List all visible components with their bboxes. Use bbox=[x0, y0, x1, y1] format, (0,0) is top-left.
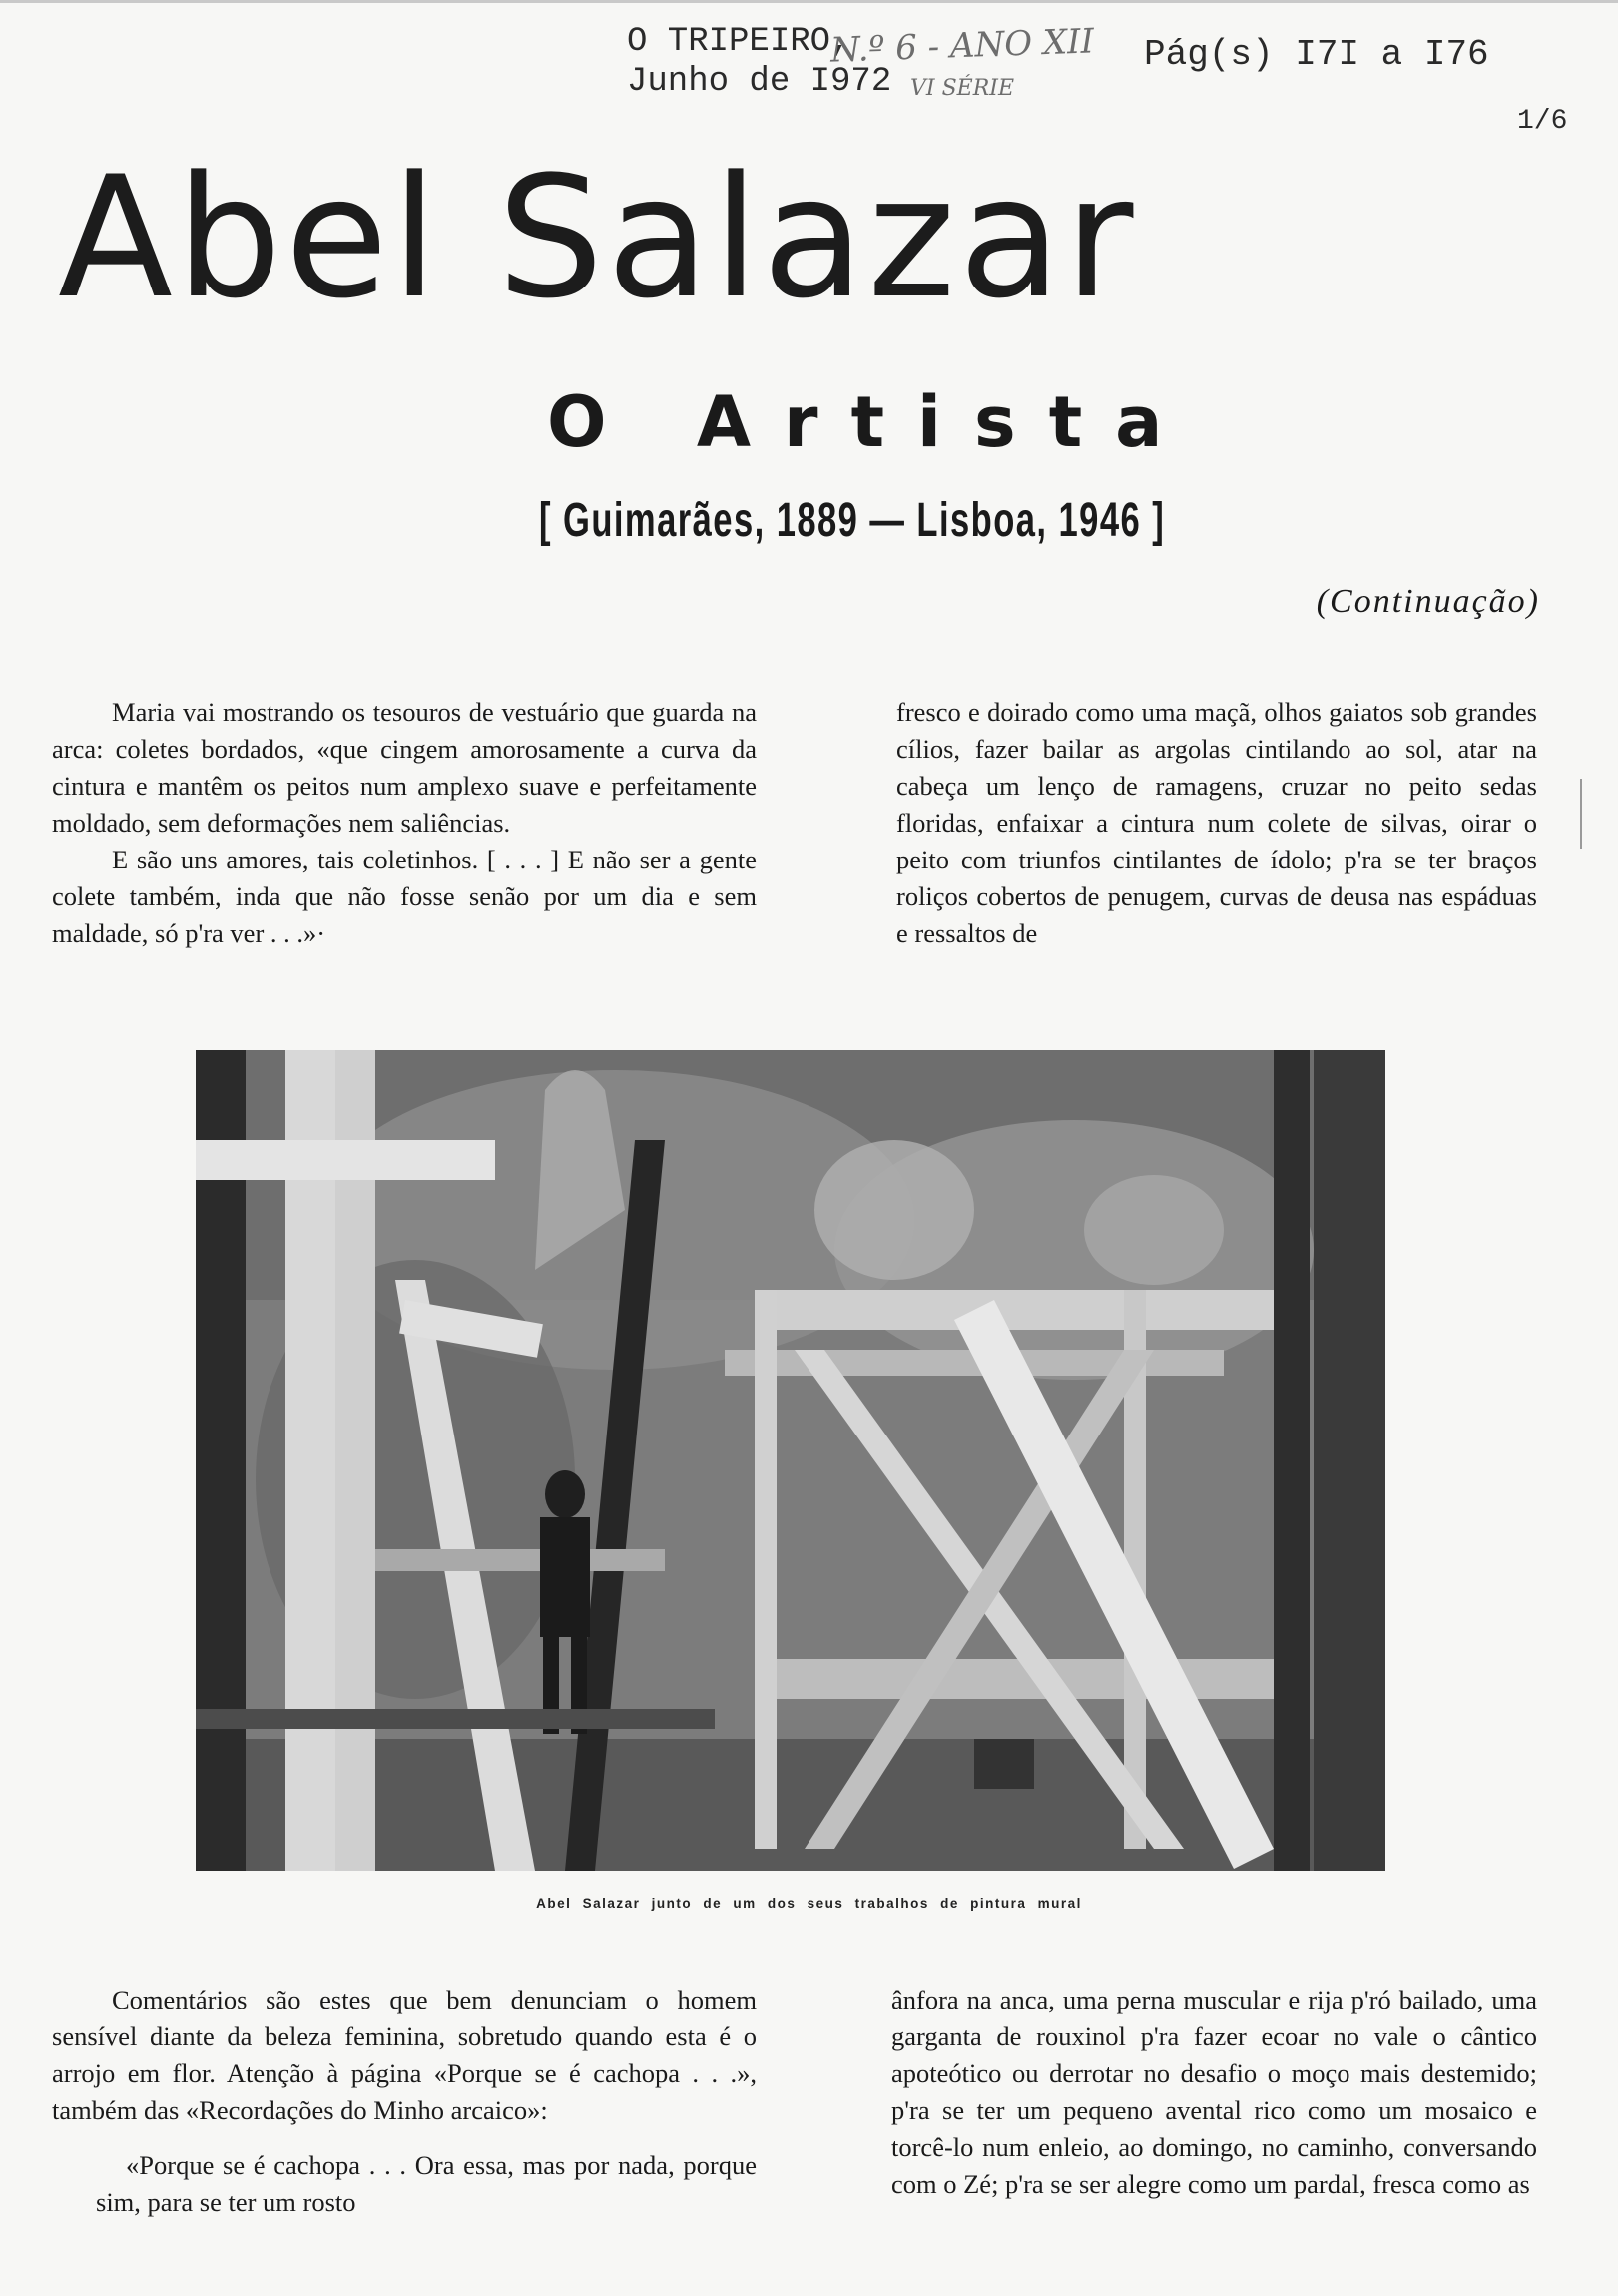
article-subtitle: O Artista bbox=[547, 381, 1196, 463]
text-column-top-right bbox=[896, 694, 1537, 952]
paragraph: E são uns amores, tais coletinhos. [ . . . ] E não ser a gente colete também, inda que não fosse senão por um dia e sem maldade, só p'ra ver . . .»· bbox=[52, 845, 757, 948]
paragraph: Comentários são estes que bem denunciam o homem sensível diante da beleza feminina, sobretudo quando esta é o arrojo em flor. Atenção à página «Porque se é cachopa . . .», também das «Recordações do Minho arcaico»: bbox=[52, 1985, 757, 2125]
continuation-label: (Continuação) bbox=[1316, 583, 1540, 620]
handwritten-issue-note: N.º 6 - ANO XII bbox=[829, 21, 1095, 71]
article-title: Abel Salazar bbox=[58, 140, 1137, 335]
paragraph: Maria vai mostrando os tesouros de vestuário que guarda na arca: coletes bordados, «que cingem amorosamente a curva da cintura e mantêm os peitos num amplexo suave e perfeitamente moldado, sem deformações nem saliências. bbox=[52, 697, 757, 838]
text-column-top-left bbox=[52, 694, 757, 952]
mural-photograph bbox=[196, 1050, 1385, 1871]
handwritten-series-note: VI SÉRIE bbox=[910, 76, 1015, 101]
page-number: 1/6 bbox=[1517, 106, 1568, 137]
paragraph: fresco e doirado como uma maçã, olhos gaiatos sob grandes cílios, fazer bailar as argolas cintilando ao sol, atar na cabeça um lenço de ramagens, cruzar no peito sedas floridas, enfaixar a cintura num colete de silvas, oirar o peito com triunfos cintilantes de ídolo; p'ra se ter braços roliços cobertos de penugem, curvas de deusa nas espáduas e ressaltos de bbox=[896, 697, 1537, 948]
text-column-bottom-right bbox=[891, 1982, 1537, 2203]
quotation: «Porque se é cachopa . . . Ora essa, mas por nada, porque sim, para se ter um rosto bbox=[96, 2150, 757, 2217]
top-edge-line bbox=[0, 0, 1618, 3]
issue-date: Junho de I972 bbox=[627, 63, 892, 101]
publication-name: O TRIPEIRO, bbox=[627, 23, 851, 61]
life-dates: [ Guimarães, 1889 — Lisboa, 1946 ] bbox=[539, 494, 1166, 547]
photo-caption: Abel Salazar junto de um dos seus trabalhos de pintura mural bbox=[536, 1896, 1082, 1911]
pages-reference: Pág(s) I7I a I76 bbox=[1144, 34, 1489, 75]
margin-mark bbox=[1580, 779, 1582, 849]
text-column-bottom-left bbox=[52, 1982, 757, 2221]
photo-illustration bbox=[196, 1050, 1385, 1871]
paragraph: ânfora na anca, uma perna muscular e rija p'ró bailado, uma garganta de rouxinol p'ra fazer ecoar no vale o cântico apoteótico ou derrotar no desafio o moço mais destemido; p'ra se ter um pequeno avental rico como um mosaico e torcê-lo num enleio, ao domingo, no caminho, conversando com o Zé; p'ra se ser alegre como um pardal, fresca como as bbox=[891, 1985, 1537, 2199]
